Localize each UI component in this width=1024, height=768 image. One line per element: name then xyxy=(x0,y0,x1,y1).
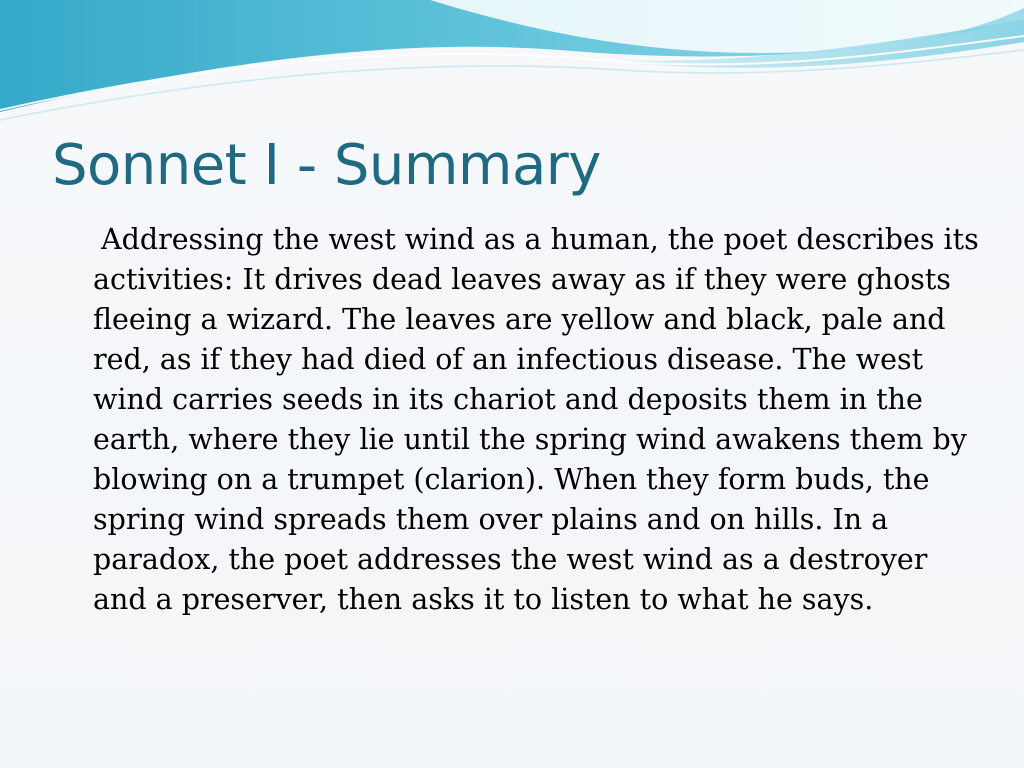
header-wave-decoration xyxy=(0,0,1024,130)
slide-title: Sonnet I - Summary xyxy=(52,133,601,198)
slide-body-text: Addressing the west wind as a human, the poet describes its activities: It drives dead leaves away as if they were ghosts fleeing a wizard. The leaves are yellow and black, pale and red, as if they had died of an infectious disease. The west wind carries seeds in its chariot and deposits them in the earth, where they lie until the spring wind awakens them by blowing on a trumpet (clarion). When they form buds, the spring wind spreads them over plains and on hills. In a paradox, the poet addresses the west wind as a destroyer and a preserver, then asks it to listen to what he says. xyxy=(93,223,979,616)
